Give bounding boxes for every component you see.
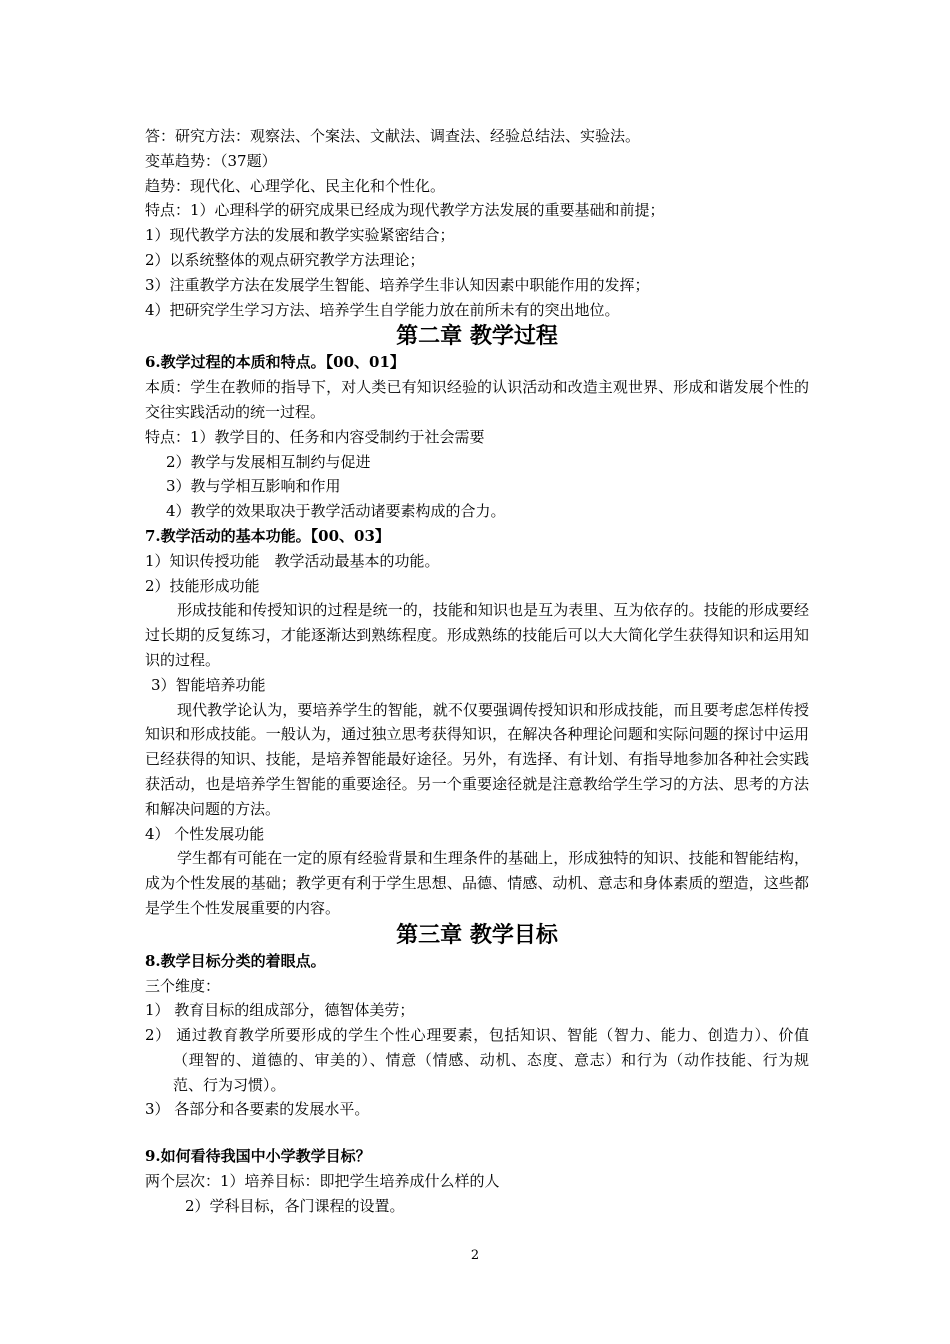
text-line: 趋势：现代化、心理学化、民主化和个性化。 xyxy=(145,176,446,195)
q6-feature: 4）教学的效果取决于教学活动诸要素构成的合力。 xyxy=(166,502,506,521)
text-line: 3）注重教学方法在发展学生智能、培养学生非认知因素中职能作用的发挥； xyxy=(145,275,650,294)
text-line: 答：研究方法：观察法、个案法、文献法、调查法、经验总结法、实验法。 xyxy=(145,127,641,145)
q7-function-3: 3）智能培养功能 xyxy=(151,675,266,694)
text-line: 2）以系统整体的观点研究教学方法理论； xyxy=(145,250,425,269)
q7-function-4: 4） 个性发展功能 xyxy=(145,824,265,843)
page-content xyxy=(145,124,809,1219)
q9-line: 2）学科目标，各门课程的设置。 xyxy=(185,1196,405,1215)
q6-essence: 本质：学生在教师的指导下，对人类已有知识经验的认识活动和改造主观世界、形成和谐发展个性的交往实践活动的统一过程。 xyxy=(145,378,809,421)
spacer xyxy=(145,1122,809,1144)
q7-function-2: 2）技能形成功能 xyxy=(145,576,260,595)
text-line: 特点：1）心理科学的研究成果已经成为现代教学方法发展的重要基础和前提； xyxy=(145,201,665,220)
text-line: 1）现代教学方法的发展和教学实验紧密结合； xyxy=(145,226,455,245)
q7-function-2-text: 形成技能和传授知识的过程是统一的，技能和知识也是互为表里、互为依存的。技能的形成要经过长期的反复练习，才能逐渐达到熟练程度。形成熟练的技能后可以大大简化学生获得知识和运用知识的过程。 xyxy=(145,601,809,669)
q8-item: 1） 教育目标的组成部分，德智体美劳； xyxy=(145,1001,415,1020)
question-9-heading: 9.如何看待我国中小学教学目标？ xyxy=(145,1147,371,1166)
q8-intro: 三个维度： xyxy=(145,976,221,995)
q9-line: 两个层次：1）培养目标：即把学生培养成什么样的人 xyxy=(145,1172,500,1191)
q6-feature: 2）教学与发展相互制约与促进 xyxy=(166,452,371,471)
chapter-2-title: 第二章 教学过程 xyxy=(396,323,558,350)
q7-function-4-text: 学生都有可能在一定的原有经验背景和生理条件的基础上，形成独特的知识、技能和智能结构，成为个性发展的基础；教学更有利于学生思想、品德、情感、动机、意志和身体素质的塑造，这些都是学生个性发展重要的内容。 xyxy=(145,849,809,917)
q7-function-1: 1）知识传授功能 教学活动最基本的功能。 xyxy=(145,551,440,570)
q6-feature: 3）教与学相互影响和作用 xyxy=(166,477,341,496)
q6-feature: 特点：1）教学目的、任务和内容受制约于社会需要 xyxy=(145,427,485,446)
question-6-heading: 6.教学过程的本质和特点。【00、01】 xyxy=(145,353,405,372)
text-line: 变革趋势：（37题） xyxy=(145,151,277,170)
q8-item: 3） 各部分和各要素的发展水平。 xyxy=(145,1100,370,1119)
q8-item: 2） 通过教育教学所要形成的学生个性心理要素，包括知识、智能（智力、能力、创造力）、价值（理智的、道德的、审美的）、情意（情感、动机、态度、意志）和行为（动作技能、行为规范、行为习惯）。 xyxy=(145,1026,809,1094)
text-line: 4）把研究学生学习方法、培养学生自学能力放在前所未有的突出地位。 xyxy=(145,300,620,319)
page-number: 2 xyxy=(470,1248,480,1263)
question-7-heading: 7.教学活动的基本功能。【00、03】 xyxy=(145,526,390,545)
chapter-3-title: 第三章 教学目标 xyxy=(396,921,558,948)
question-8-heading: 8.教学目标分类的着眼点。 xyxy=(145,951,326,970)
q7-function-3-text: 现代教学论认为，要培养学生的智能，就不仅要强调传授知识和形成技能，而且要考虑怎样传授知识和形成技能。一般认为，通过独立思考获得知识，在解决各种理论问题和实际问题的探讨中运用已经获得的知识、技能，是培养智能最好途径。另外，有选择、有计划、有指导地参加各种社会实践获活动，也是培养学生智能的重要途径。另一个重要途径就是注意教给学生学习的方法、思考的方法和解决问题的方法。 xyxy=(145,700,809,818)
